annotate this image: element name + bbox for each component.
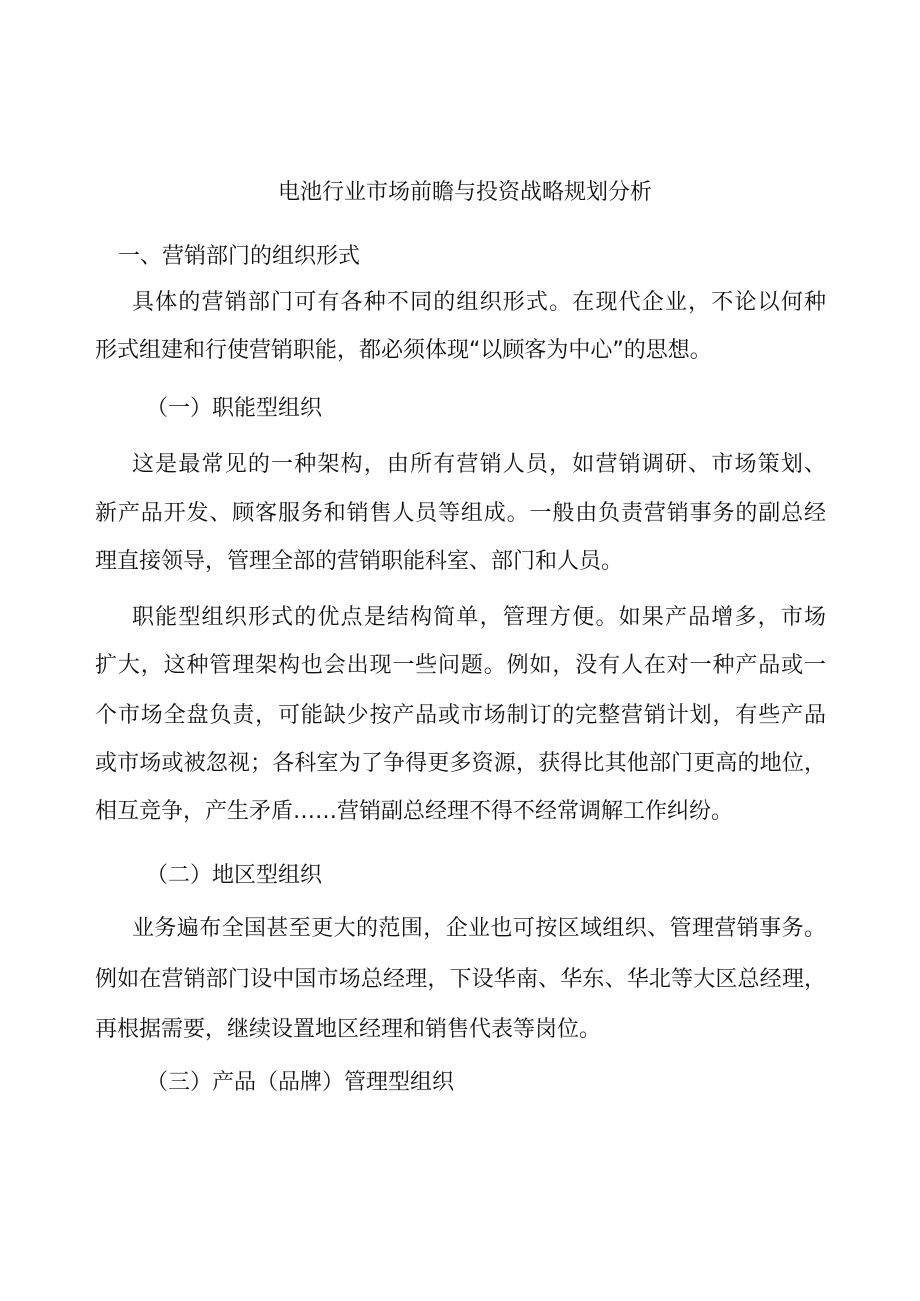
subsection-heading: （三）产品（品牌）管理型组织	[146, 1070, 455, 1095]
text-line: 具体的营销部门可有各种不同的组织形式。在现代企业，不论以何种	[132, 290, 826, 315]
subsection-heading: （二）地区型组织	[146, 863, 323, 888]
subsection-heading: （一）职能型组织	[146, 396, 323, 421]
text-line: 新产品开发、顾客服务和销售人员等组成。一般由负责营销事务的副总经	[95, 501, 826, 526]
text-line: 这是最常见的一种架构，由所有营销人员，如营销调研、市场策划、	[132, 452, 826, 477]
text-line: 再根据需要，继续设置地区经理和销售代表等岗位。	[95, 1017, 602, 1042]
document-title: 电池行业市场前瞻与投资战略规划分析	[277, 180, 652, 205]
text-line: 职能型组织形式的优点是结构简单，管理方便。如果产品增多，市场	[132, 605, 826, 630]
text-line: 扩大，这种管理架构也会出现一些问题。例如，没有人在对一种产品或一	[95, 653, 826, 678]
text-line: 理直接领导，管理全部的营销职能科室、部门和人员。	[95, 549, 624, 574]
text-line: 或市场或被忽视；各科室为了争得更多资源，获得比其他部门更高的地位，	[95, 751, 826, 776]
section-heading: 一、营销部门的组织形式	[118, 244, 361, 269]
text-line: 例如在营销部门设中国市场总经理，下设华南、华东、华北等大区总经理，	[95, 967, 826, 992]
text-line: 形式组建和行使营销职能，都必须体现“以顾客为中心”的思想。	[95, 338, 712, 363]
text-line: 相互竞争，产生矛盾……营销副总经理不得不经常调解工作纠纷。	[95, 799, 734, 824]
text-line: 个市场全盘负责，可能缺少按产品或市场制订的完整营销计划，有些产品	[95, 703, 826, 728]
text-line: 业务遍布全国甚至更大的范围，企业也可按区域组织、管理营销事务。	[132, 916, 826, 941]
